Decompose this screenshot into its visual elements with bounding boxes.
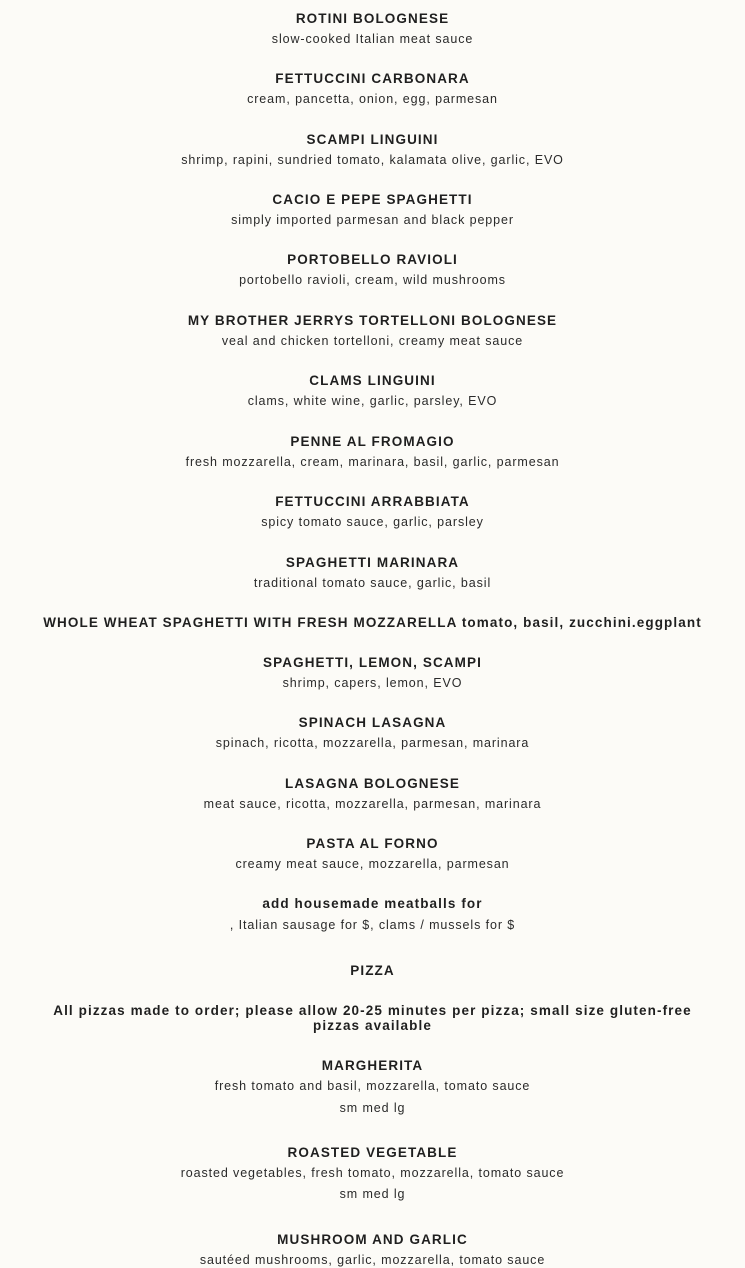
dish-title: ROASTED VEGETABLE (287, 1145, 458, 1160)
menu-item (30, 192, 715, 228)
dish-description: shrimp, rapini, sundried tomato, kalamata olive, garlic, EVO (181, 153, 564, 167)
dish-title: MY BROTHER JERRYS TORTELLONI BOLOGNESE (187, 313, 558, 328)
dish-description: fresh tomato and basil, mozzarella, tomato sauce (214, 1079, 531, 1093)
pizza-note (30, 1003, 715, 1033)
dish-title: PASTA AL FORNO (306, 836, 439, 851)
dish-title: MARGHERITA (321, 1058, 424, 1073)
menu-item (30, 555, 715, 591)
menu-item (30, 252, 715, 288)
dish-description: roasted vegetables, fresh tomato, mozzarella, tomato sauce (180, 1166, 565, 1180)
pizza-note-text: All pizzas made to order; please allow 20-25 minutes per pizza; small size gluten-free pizzas available (53, 1003, 692, 1033)
dish-title: SCAMPI LINGUINI (306, 132, 439, 147)
menu-item (30, 615, 715, 631)
dish-description: shrimp, capers, lemon, EVO (282, 676, 463, 690)
menu-item (30, 1232, 715, 1268)
dish-title: SPAGHETTI, LEMON, SCAMPI (263, 655, 482, 670)
dish-title: LASAGNA BOLOGNESE (285, 776, 460, 791)
dish-title: SPAGHETTI MARINARA (285, 555, 460, 570)
dish-description: cream, pancetta, onion, egg, parmesan (247, 92, 498, 106)
dish-description: spicy tomato sauce, garlic, parsley (261, 515, 484, 529)
dish-description: traditional tomato sauce, garlic, basil (253, 576, 492, 590)
dish-description: sautéed mushrooms, garlic, mozzarella, tomato sauce (199, 1253, 546, 1267)
add-ons (30, 896, 715, 933)
dish-description: meat sauce, ricotta, mozzarella, parmesan, marinara (203, 797, 542, 811)
section-heading-pizza (30, 963, 715, 979)
dish-description: creamy meat sauce, mozzarella, parmesan (235, 857, 510, 871)
dish-title: FETTUCCINI ARRABBIATA (275, 494, 470, 509)
dish-title: FETTUCCINI CARBONARA (275, 71, 470, 86)
dish-description: fresh mozzarella, cream, marinara, basil, garlic, parmesan (185, 455, 560, 469)
dish-title: PENNE AL FROMAGIO (290, 434, 455, 449)
dish-description: slow-cooked Italian meat sauce (271, 32, 474, 46)
size-options: sm med lg (339, 1187, 406, 1201)
menu-item (30, 373, 715, 409)
menu-item (30, 655, 715, 691)
dish-description: simply imported parmesan and black pepper (231, 213, 514, 227)
dish-title: SPINACH LASAGNA (298, 715, 447, 730)
add-ons-description: , Italian sausage for $, clams / mussels for $ (229, 918, 516, 932)
menu-item (30, 715, 715, 751)
dish-description: portobello ravioli, cream, wild mushrooms (239, 273, 506, 287)
add-ons-title: add housemade meatballs for (262, 896, 483, 911)
dish-title: CLAMS LINGUINI (309, 373, 436, 388)
menu-item (30, 313, 715, 349)
dish-description: spinach, ricotta, mozzarella, parmesan, marinara (215, 736, 530, 750)
menu-item (30, 836, 715, 872)
size-options: sm med lg (339, 1101, 406, 1115)
dish-title: PORTOBELLO RAVIOLI (287, 252, 458, 267)
dish-title: ROTINI BOLOGNESE (295, 11, 450, 26)
menu-item (30, 494, 715, 530)
dish-description: veal and chicken tortelloni, creamy meat sauce (221, 334, 524, 348)
menu-item (30, 11, 715, 47)
dish-title: CACIO E PEPE SPAGHETTI (272, 192, 473, 207)
menu-item (30, 132, 715, 168)
section-title: PIZZA (350, 963, 395, 978)
menu-item (30, 71, 715, 107)
dish-description: clams, white wine, garlic, parsley, EVO (247, 394, 498, 408)
menu-item (30, 1058, 715, 1116)
dish-title: MUSHROOM AND GARLIC (277, 1232, 468, 1247)
menu-item (30, 1145, 715, 1202)
dish-title: WHOLE WHEAT SPAGHETTI WITH FRESH MOZZARELLA tomato, basil, zucchini.eggplant (43, 615, 702, 630)
menu-item (30, 776, 715, 812)
menu-item (30, 434, 715, 470)
